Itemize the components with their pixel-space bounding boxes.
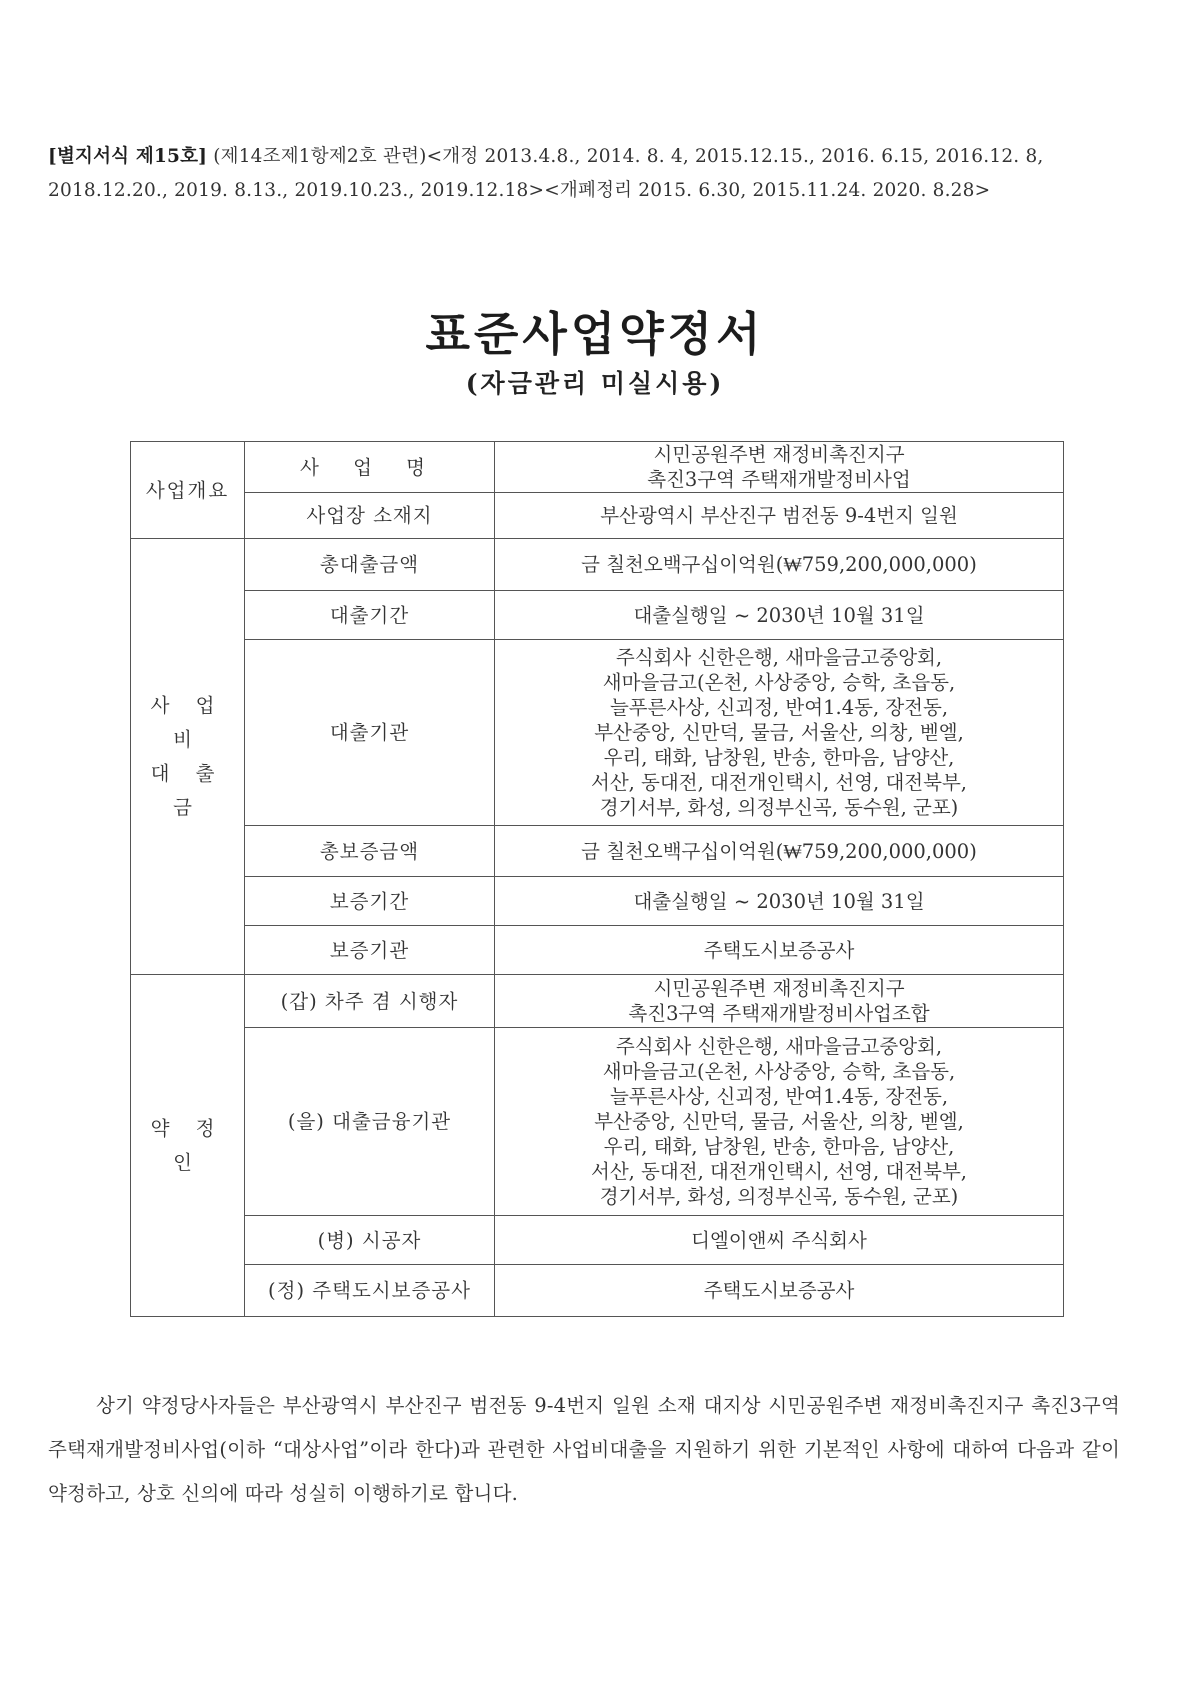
party-d-label: (정) 주택도시보증공사 [245, 1265, 495, 1317]
table-row [131, 640, 1064, 826]
party-a-label: (갑) 차주 겸 시행자 [245, 975, 495, 1028]
guarantor-value: 주택도시보증공사 [495, 926, 1064, 975]
document-subtitle: (자금관리 미실시용) [465, 369, 725, 398]
table-row [131, 877, 1064, 926]
table-row [131, 1216, 1064, 1265]
parties-group-label: 약 정 인 [131, 975, 245, 1317]
form-number: [별지서식 제15호] [48, 146, 208, 167]
total-guarantee-value: 금 칠천오백구십이억원(₩759,200,000,000) [495, 826, 1064, 877]
guarantor-label: 보증기관 [245, 926, 495, 975]
guarantee-period-value: 대출실행일 ~ 2030년 10월 31일 [495, 877, 1064, 926]
table-row [131, 442, 1064, 493]
table-row [131, 975, 1064, 1028]
total-loan-label: 총대출금액 [245, 539, 495, 591]
total-guarantee-label: 총보증금액 [245, 826, 495, 877]
guarantee-period-label: 보증기간 [245, 877, 495, 926]
loan-group-label: 사 업 비 대 출 금 [131, 539, 245, 975]
document-title: 표준사업약정서 [425, 307, 765, 361]
lender-label: 대출기관 [245, 640, 495, 826]
location-value: 부산광역시 부산진구 범전동 9-4번지 일원 [495, 493, 1064, 539]
loan-period-value: 대출실행일 ~ 2030년 10월 31일 [495, 591, 1064, 640]
table-row [131, 926, 1064, 975]
loan-period-label: 대출기간 [245, 591, 495, 640]
form-header [48, 140, 1120, 208]
agreement-table [130, 441, 1064, 1317]
project-name-label: 사 업 명 [245, 442, 495, 493]
party-b-label: (을) 대출금융기관 [245, 1028, 495, 1216]
table-row [131, 493, 1064, 539]
party-a-value: 시민공원주변 재정비촉진지구 촉진3구역 주택재개발정비사업조합 [495, 975, 1064, 1028]
party-c-label: (병) 시공자 [245, 1216, 495, 1265]
table-row [131, 1265, 1064, 1317]
table-row [131, 1028, 1064, 1216]
table-row [131, 591, 1064, 640]
party-d-value: 주택도시보증공사 [495, 1265, 1064, 1317]
table-row [131, 826, 1064, 877]
lender-value: 주식회사 신한은행, 새마을금고중앙회, 새마을금고(온천, 사상중앙, 승학, 초읍동, 늘푸른사상, 신괴정, 반여1.4동, 장전동, 부산중앙, 신만덕, 물금, 서울산, 의창, 벧엘, 우리, 태화, 남창원, 반송, 한마음, 남양산, 서산, 동대전, 대전개인택시, 선영, 대전북부, 경기서부, 화성, 의정부신곡, 동수원, 군포) [495, 640, 1064, 826]
table-row [131, 539, 1064, 591]
agreement-body-paragraph: 상기 약정당사자들은 부산광역시 부산진구 범전동 9-4번지 일원 소재 대지상 시민공원주변 재정비촉진지구 촉진3구역 주택재개발정비사업(이하 “대상사업”이라 한다)과 관련한 사업비대출을 지원하기 위한 기본적인 사항에 대하여 다음과 같이 약정하고, 상호 신의에 따라 성실히 이행하기로 합니다. [48, 1394, 1120, 1505]
party-c-value: 디엘이앤씨 주식회사 [495, 1216, 1064, 1265]
party-b-value: 주식회사 신한은행, 새마을금고중앙회, 새마을금고(온천, 사상중앙, 승학, 초읍동, 늘푸른사상, 신괴정, 반여1.4동, 장전동, 부산중앙, 신만덕, 물금, 서울산, 의창, 벧엘, 우리, 태화, 남창원, 반송, 한마음, 남양산, 서산, 동대전, 대전개인택시, 선영, 대전북부, 경기서부, 화성, 의정부신곡, 동수원, 군포) [495, 1028, 1064, 1216]
overview-group-label: 사업개요 [131, 442, 245, 539]
project-name-value: 시민공원주변 재정비촉진지구 촉진3구역 주택재개발정비사업 [495, 442, 1064, 493]
revision-note: (제14조제1항제2호 관련)<개정 2013.4.8., 2014. 8. 4, 2015.12.15., 2016. 6.15, 2016.12. 8, 2018.12.20., 2019. 8.13., 2019.10.23., 2019.12.18><개폐정리 2015. 6.30, 2015.11.24. 2020. 8.28> [48, 146, 1044, 201]
location-label: 사업장 소재지 [245, 493, 495, 539]
total-loan-value: 금 칠천오백구십이억원(₩759,200,000,000) [495, 539, 1064, 591]
